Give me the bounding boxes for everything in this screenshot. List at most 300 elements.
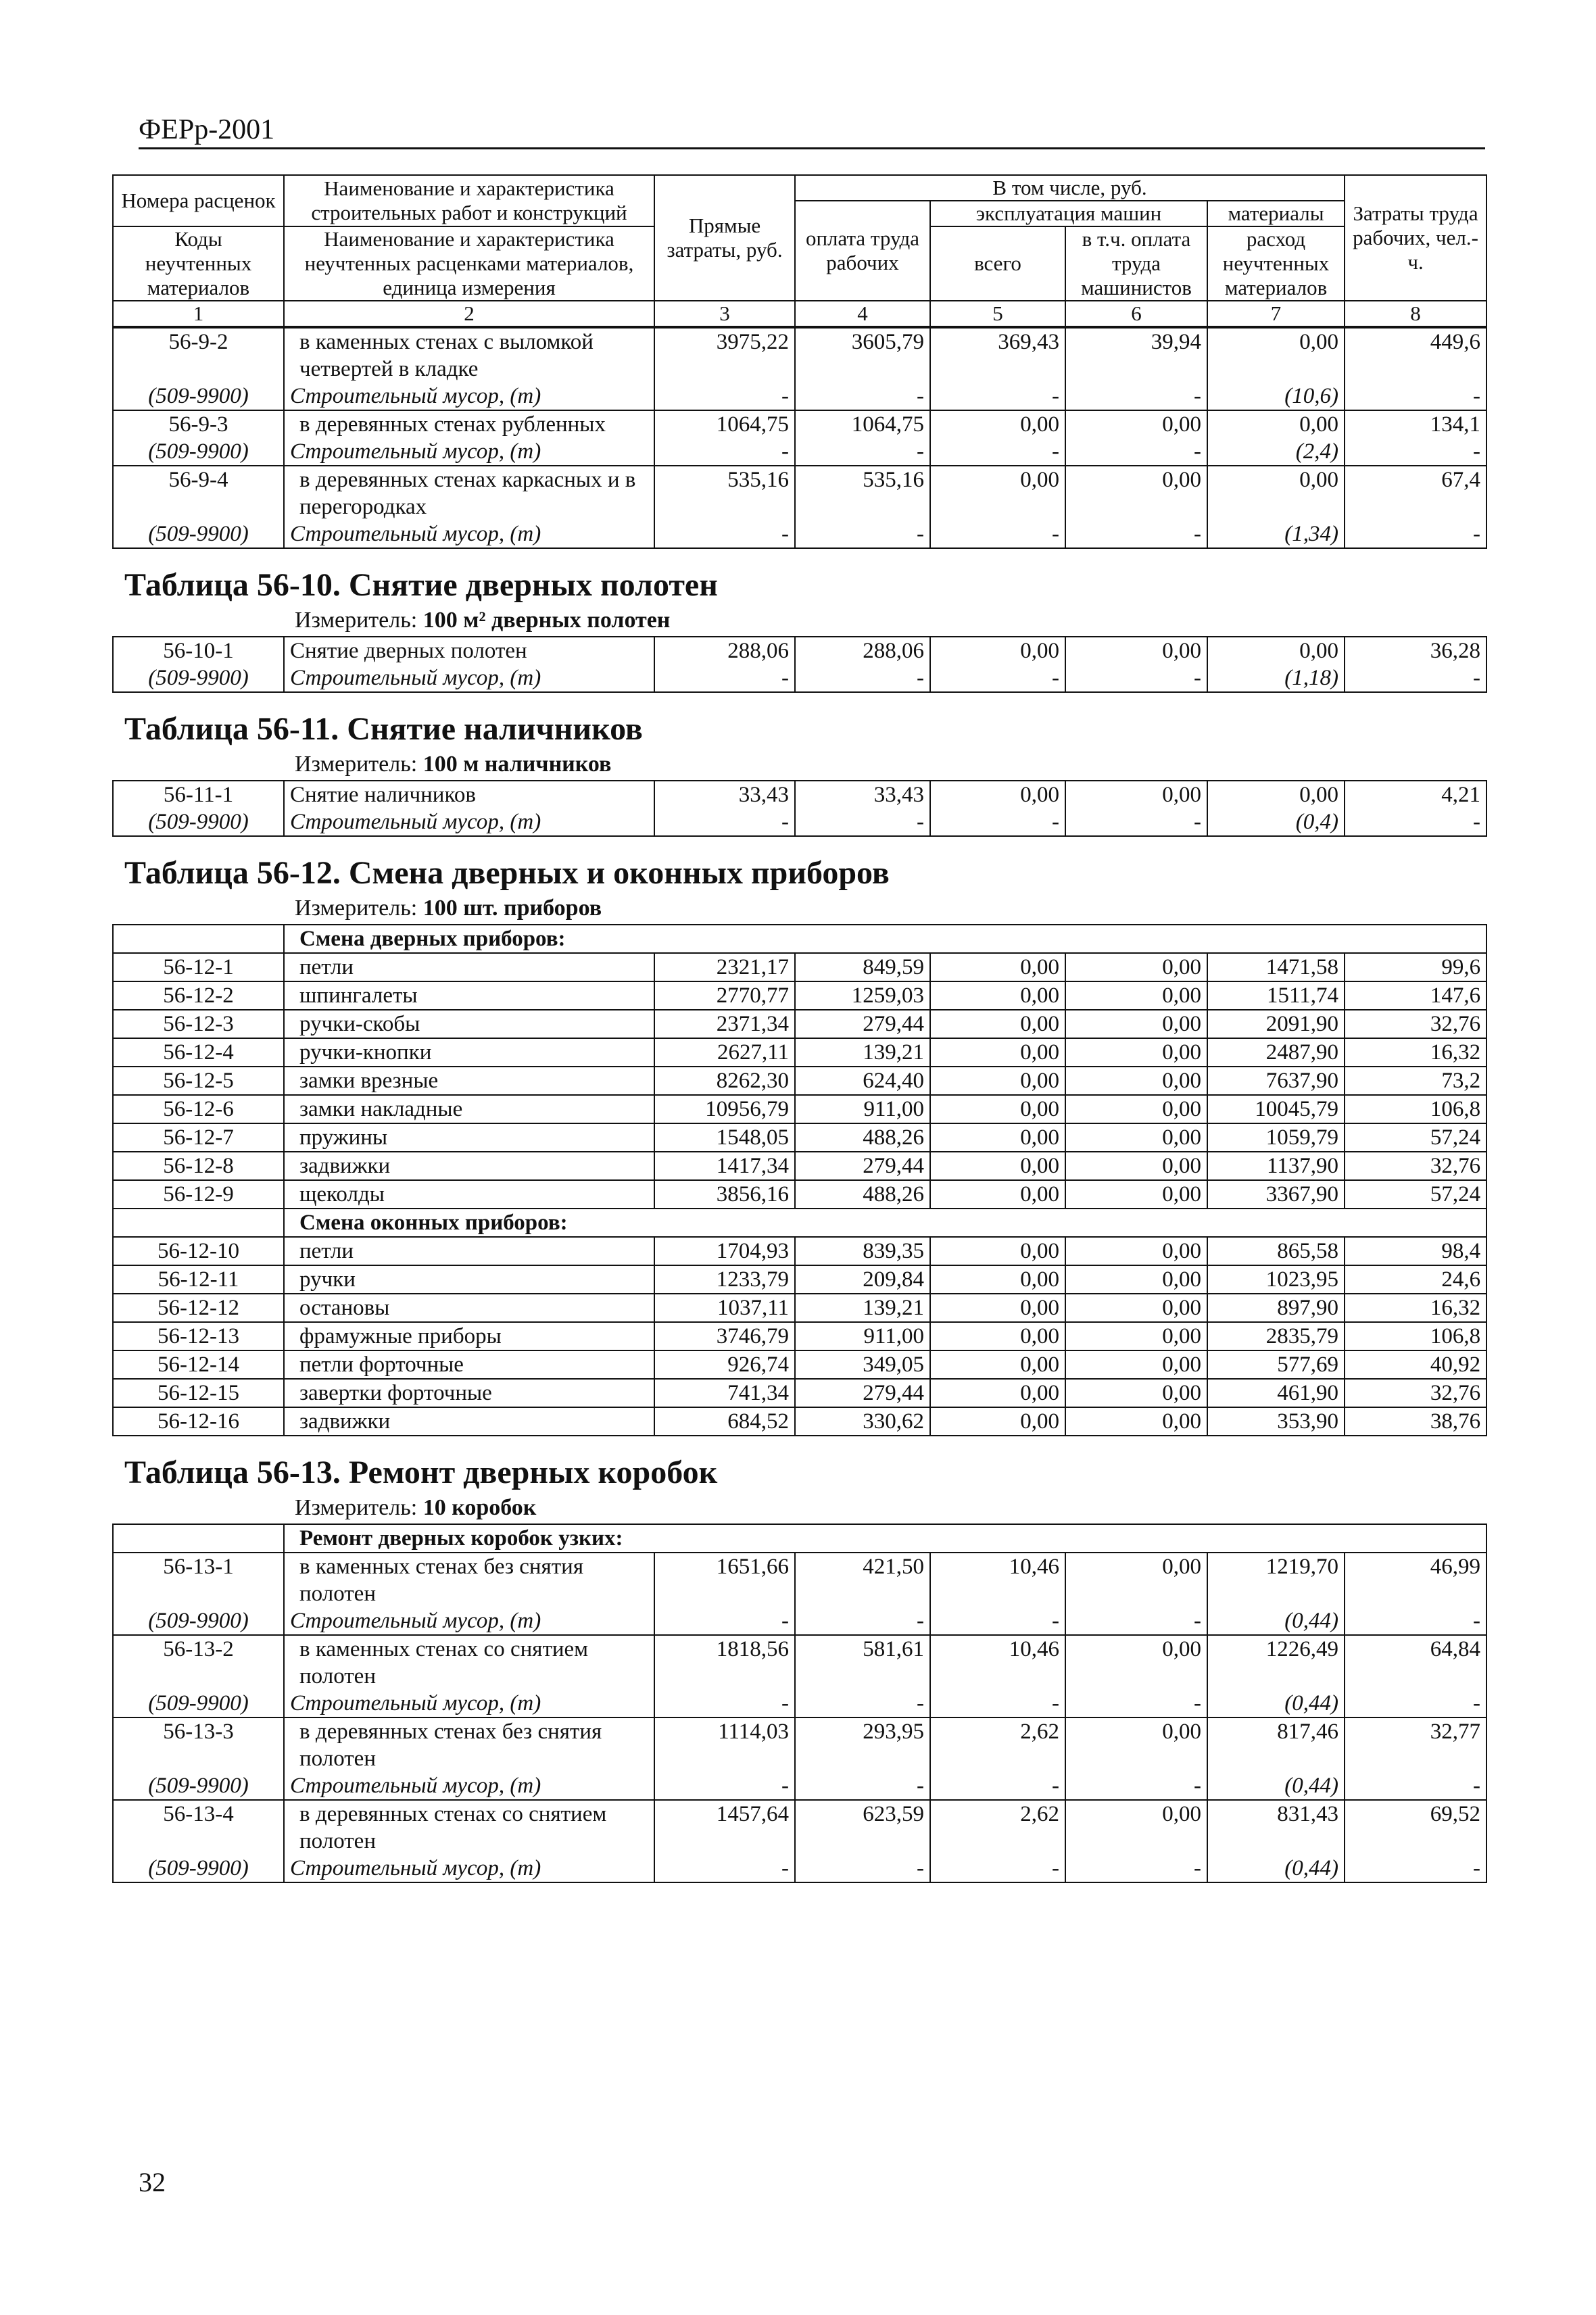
- material-value-value: (2,4): [1207, 438, 1345, 466]
- operator-pay-value: -: [1065, 664, 1207, 692]
- labor-hours-value: 98,4: [1345, 1237, 1486, 1265]
- operator-pay-value: 0,00: [1065, 1010, 1207, 1038]
- col-number: 6: [1065, 301, 1207, 326]
- labor-hours-value: 16,32: [1345, 1038, 1486, 1067]
- table-title: Таблица 56-12. Смена дверных и оконных приборов: [124, 855, 890, 891]
- material-value-value: (0,44): [1207, 1690, 1345, 1717]
- material-code: (509-9900): [113, 808, 284, 836]
- material-value-value: 865,58: [1207, 1237, 1345, 1265]
- rate-code: 56-12-11: [113, 1265, 284, 1294]
- material-row: [113, 1772, 1486, 1800]
- operator-pay-value: 0,00: [1065, 1553, 1207, 1607]
- worker-pay-value: 911,00: [795, 1095, 930, 1123]
- work-name: в деревянных стенах рубленных: [284, 410, 654, 438]
- direct-costs-value: 1704,93: [654, 1237, 795, 1265]
- rate-code: 56-12-8: [113, 1152, 284, 1180]
- machines-total-value: 10,46: [930, 1635, 1065, 1690]
- section-subheading: Ремонт дверных коробок узких:: [284, 1524, 1486, 1553]
- worker-pay-value: 623,59: [795, 1800, 930, 1855]
- material-name: Строительный мусор, (т): [284, 664, 654, 692]
- table-title: Таблица 56-13. Ремонт дверных коробок: [124, 1455, 718, 1490]
- material-name: Строительный мусор, (т): [284, 808, 654, 836]
- machines-total-value: 0,00: [930, 1350, 1065, 1379]
- material-value-value: 2835,79: [1207, 1322, 1345, 1350]
- materials-header: материалы: [1207, 201, 1345, 226]
- labor-hours-value: 16,32: [1345, 1294, 1486, 1322]
- material-code: (509-9900): [113, 1772, 284, 1800]
- col-direct-costs-header: Прямые затраты, руб.: [654, 175, 795, 301]
- labor-hours-value: 99,6: [1345, 953, 1486, 981]
- labor-hours-value: 73,2: [1345, 1067, 1486, 1095]
- material-value-value: 577,69: [1207, 1350, 1345, 1379]
- table-row: [113, 1038, 1486, 1067]
- table-row: [113, 1322, 1486, 1350]
- labor-hours-value: 106,8: [1345, 1322, 1486, 1350]
- table-row: [113, 1123, 1486, 1152]
- worker-pay-value: 421,50: [795, 1553, 930, 1607]
- labor-hours-value: 57,24: [1345, 1123, 1486, 1152]
- rate-code: 56-12-7: [113, 1123, 284, 1152]
- section-subheading: Смена дверных приборов:: [284, 925, 1486, 953]
- work-name: Снятие наличников: [284, 781, 654, 808]
- operator-pay-value: -: [1065, 808, 1207, 836]
- labor-hours-value: -: [1345, 1607, 1486, 1635]
- direct-costs-value: 535,16: [654, 466, 795, 520]
- operator-pay-value: -: [1065, 383, 1207, 410]
- worker-pay-value: -: [795, 520, 930, 548]
- material-code: (509-9900): [113, 520, 284, 548]
- labor-hours-value: 106,8: [1345, 1095, 1486, 1123]
- operator-pay-value: -: [1065, 1855, 1207, 1882]
- direct-costs-value: 1114,03: [654, 1717, 795, 1772]
- direct-costs-value: 1457,64: [654, 1800, 795, 1855]
- material-name: Строительный мусор, (т): [284, 1690, 654, 1717]
- material-value-value: 831,43: [1207, 1800, 1345, 1855]
- direct-costs-value: 1417,34: [654, 1152, 795, 1180]
- worker-pay-value: 1259,03: [795, 981, 930, 1010]
- rate-code: 56-12-6: [113, 1095, 284, 1123]
- material-row: [113, 520, 1486, 548]
- table-row: [113, 1350, 1486, 1379]
- material-value-value: 1023,95: [1207, 1265, 1345, 1294]
- machines-total-value: 0,00: [930, 1322, 1065, 1350]
- labor-hours-value: 67,4: [1345, 466, 1486, 520]
- table-row: [113, 1407, 1486, 1436]
- rate-table: [112, 636, 1487, 693]
- section-subheading: Смена оконных приборов:: [284, 1209, 1486, 1237]
- machines-total-value: -: [930, 1690, 1065, 1717]
- col-number: 2: [284, 301, 654, 326]
- rate-code: 56-12-1: [113, 953, 284, 981]
- labor-hours-value: -: [1345, 438, 1486, 466]
- material-value-value: 897,90: [1207, 1294, 1345, 1322]
- direct-costs-value: -: [654, 438, 795, 466]
- col-worker-pay-header: оплата труда рабочих: [795, 201, 930, 301]
- material-name: Строительный мусор, (т): [284, 1607, 654, 1635]
- table-row: [113, 1294, 1486, 1322]
- material-value-value: 10045,79: [1207, 1095, 1345, 1123]
- material-value-value: (0,44): [1207, 1607, 1345, 1635]
- operator-pay-value: 0,00: [1065, 1407, 1207, 1436]
- measure-label: Измеритель:: [295, 1495, 423, 1520]
- material-row: [113, 438, 1486, 466]
- worker-pay-value: -: [795, 1772, 930, 1800]
- work-name: в каменных стенах без снятия полотен: [284, 1553, 654, 1607]
- table-row: [113, 1379, 1486, 1407]
- work-name: ручки-кнопки: [284, 1038, 654, 1067]
- table-row: [113, 1095, 1486, 1123]
- direct-costs-value: 1233,79: [654, 1265, 795, 1294]
- measure-value: 10 коробок: [422, 1495, 537, 1520]
- labor-hours-value: 32,76: [1345, 1379, 1486, 1407]
- worker-pay-value: 839,35: [795, 1237, 930, 1265]
- machines-total-value: -: [930, 383, 1065, 410]
- work-name: шпингалеты: [284, 981, 654, 1010]
- worker-pay-value: 209,84: [795, 1265, 930, 1294]
- rate-code: 56-13-3: [113, 1717, 284, 1772]
- col-number: 1: [113, 301, 284, 326]
- measure-value: 100 м² дверных полотен: [422, 608, 671, 633]
- machines-total-value: 0,00: [930, 1180, 1065, 1209]
- table-row: [113, 410, 1486, 438]
- machines-total-value: -: [930, 438, 1065, 466]
- direct-costs-value: 1651,66: [654, 1553, 795, 1607]
- rate-code: 56-12-15: [113, 1379, 284, 1407]
- operator-pay-value: -: [1065, 520, 1207, 548]
- table-row: [113, 1553, 1486, 1607]
- material-value-value: 1511,74: [1207, 981, 1345, 1010]
- operator-pay-value: 0,00: [1065, 1322, 1207, 1350]
- machines-total-value: 0,00: [930, 1152, 1065, 1180]
- direct-costs-value: 741,34: [654, 1379, 795, 1407]
- machines-total-value: 0,00: [930, 1010, 1065, 1038]
- direct-costs-value: 33,43: [654, 781, 795, 808]
- machines-total-value: 0,00: [930, 981, 1065, 1010]
- labor-hours-value: -: [1345, 808, 1486, 836]
- material-value-value: 1471,58: [1207, 953, 1345, 981]
- rate-code: 56-11-1: [113, 781, 284, 808]
- operator-pay-value: 0,00: [1065, 410, 1207, 438]
- worker-pay-value: 33,43: [795, 781, 930, 808]
- subheading-row: [113, 1209, 1486, 1237]
- rate-code: 56-12-12: [113, 1294, 284, 1322]
- table-row: [113, 466, 1486, 520]
- direct-costs-value: 3975,22: [654, 328, 795, 383]
- direct-costs-value: 1037,11: [654, 1294, 795, 1322]
- subheading-row: [113, 925, 1486, 953]
- rate-code: 56-12-2: [113, 981, 284, 1010]
- labor-hours-value: 69,52: [1345, 1800, 1486, 1855]
- col-number: 3: [654, 301, 795, 326]
- operator-pay-value: -: [1065, 1690, 1207, 1717]
- labor-hours-value: 46,99: [1345, 1553, 1486, 1607]
- material-code: (509-9900): [113, 1607, 284, 1635]
- labor-hours-value: -: [1345, 520, 1486, 548]
- rate-code: 56-13-2: [113, 1635, 284, 1690]
- col-number: 5: [930, 301, 1065, 326]
- machines-total-value: 0,00: [930, 1067, 1065, 1095]
- operator-pay-value: 0,00: [1065, 781, 1207, 808]
- material-name: Строительный мусор, (т): [284, 1772, 654, 1800]
- operator-pay-value: -: [1065, 1607, 1207, 1635]
- labor-hours-value: -: [1345, 383, 1486, 410]
- work-name: замки врезные: [284, 1067, 654, 1095]
- table-title: Таблица 56-10. Снятие дверных полотен: [124, 567, 718, 603]
- worker-pay-value: -: [795, 438, 930, 466]
- machines-total-value: 0,00: [930, 953, 1065, 981]
- direct-costs-value: -: [654, 1690, 795, 1717]
- material-value-value: 1226,49: [1207, 1635, 1345, 1690]
- work-name: петли форточные: [284, 1350, 654, 1379]
- labor-hours-value: -: [1345, 1855, 1486, 1882]
- operator-pay-value: 0,00: [1065, 1635, 1207, 1690]
- operator-pay-value: -: [1065, 1772, 1207, 1800]
- table-row: [113, 1717, 1486, 1772]
- direct-costs-value: 2770,77: [654, 981, 795, 1010]
- operator-pay-value: 0,00: [1065, 981, 1207, 1010]
- work-name: в каменных стенах со снятием полотен: [284, 1635, 654, 1690]
- labor-hours-value: 147,6: [1345, 981, 1486, 1010]
- worker-pay-value: 279,44: [795, 1379, 930, 1407]
- material-row: [113, 664, 1486, 692]
- material-name: Строительный мусор, (т): [284, 1855, 654, 1882]
- table-row: [113, 637, 1486, 664]
- direct-costs-value: -: [654, 1607, 795, 1635]
- table-row: [113, 1152, 1486, 1180]
- labor-hours-value: 32,77: [1345, 1717, 1486, 1772]
- labor-hours-value: -: [1345, 1772, 1486, 1800]
- rate-code: 56-12-13: [113, 1322, 284, 1350]
- material-value-value: (0,44): [1207, 1772, 1345, 1800]
- measure-value: 100 м наличников: [422, 752, 612, 777]
- measure-value: 100 шт. приборов: [422, 896, 602, 921]
- work-name: замки накладные: [284, 1095, 654, 1123]
- material-code: (509-9900): [113, 664, 284, 692]
- material-value-value: 1219,70: [1207, 1553, 1345, 1607]
- material-value-value: 461,90: [1207, 1379, 1345, 1407]
- table-measure: [112, 752, 1486, 780]
- material-name: Строительный мусор, (т): [284, 438, 654, 466]
- direct-costs-value: 2627,11: [654, 1038, 795, 1067]
- table-row: [113, 953, 1486, 981]
- machines-total-value: 0,00: [930, 1038, 1065, 1067]
- measure-label: Измеритель:: [295, 896, 423, 921]
- direct-costs-value: 3746,79: [654, 1322, 795, 1350]
- machines-total-value: 0,00: [930, 466, 1065, 520]
- material-value-value: (1,34): [1207, 520, 1345, 548]
- worker-pay-value: -: [795, 1690, 930, 1717]
- operator-pay-value: 0,00: [1065, 953, 1207, 981]
- labor-hours-value: 24,6: [1345, 1265, 1486, 1294]
- operator-pay-value: 0,00: [1065, 1237, 1207, 1265]
- col-number: 8: [1345, 301, 1486, 326]
- operator-pay-value: 0,00: [1065, 1294, 1207, 1322]
- col-material-usage-header: расход неучтенных материалов: [1207, 226, 1345, 301]
- col-material-name-header: Наименование и характеристика неучтенных расценками материалов, единица измерения: [284, 226, 654, 301]
- rate-code: 56-12-10: [113, 1237, 284, 1265]
- worker-pay-value: 139,21: [795, 1038, 930, 1067]
- work-name: в каменных стенах с выломкой четвертей в кладке: [284, 328, 654, 383]
- rate-table: [112, 1524, 1487, 1883]
- rate-code: 56-9-4: [113, 466, 284, 520]
- worker-pay-value: 293,95: [795, 1717, 930, 1772]
- table-row: [113, 1067, 1486, 1095]
- direct-costs-value: -: [654, 808, 795, 836]
- labor-hours-value: 449,6: [1345, 328, 1486, 383]
- material-value-value: 353,90: [1207, 1407, 1345, 1436]
- operator-pay-value: 0,00: [1065, 1350, 1207, 1379]
- work-name: задвижки: [284, 1152, 654, 1180]
- direct-costs-value: 10956,79: [654, 1095, 795, 1123]
- machines-total-value: -: [930, 1607, 1065, 1635]
- material-code: (509-9900): [113, 1855, 284, 1882]
- operator-pay-value: 0,00: [1065, 1265, 1207, 1294]
- material-row: [113, 1690, 1486, 1717]
- rate-code: 56-9-2: [113, 328, 284, 383]
- machines-total-value: 2,62: [930, 1800, 1065, 1855]
- table-title: Таблица 56-11. Снятие наличников: [124, 711, 643, 747]
- rate-code: 56-12-16: [113, 1407, 284, 1436]
- labor-hours-value: 32,76: [1345, 1010, 1486, 1038]
- work-name: ручки: [284, 1265, 654, 1294]
- operator-pay-value: 0,00: [1065, 1067, 1207, 1095]
- material-value-value: 1137,90: [1207, 1152, 1345, 1180]
- direct-costs-value: 2371,34: [654, 1010, 795, 1038]
- col-rate-number-header: Номера расценок: [113, 175, 284, 226]
- machines-total-value: 0,00: [930, 1237, 1065, 1265]
- rate-code: 56-12-4: [113, 1038, 284, 1067]
- document-header: ФЕРр-2001: [139, 114, 275, 145]
- direct-costs-value: 1818,56: [654, 1635, 795, 1690]
- work-name: фрамужные приборы: [284, 1322, 654, 1350]
- material-value-value: 2091,90: [1207, 1010, 1345, 1038]
- worker-pay-value: 488,26: [795, 1180, 930, 1209]
- material-code: (509-9900): [113, 383, 284, 410]
- direct-costs-value: -: [654, 383, 795, 410]
- table-row: [113, 328, 1486, 383]
- material-value-value: (0,44): [1207, 1855, 1345, 1882]
- machines-total-value: 0,00: [930, 1123, 1065, 1152]
- rate-code: 56-10-1: [113, 637, 284, 664]
- material-row: [113, 1855, 1486, 1882]
- rate-code: 56-9-3: [113, 410, 284, 438]
- labor-hours-value: 40,92: [1345, 1350, 1486, 1379]
- material-value-value: 7637,90: [1207, 1067, 1345, 1095]
- work-name: в деревянных стенах со снятием полотен: [284, 1800, 654, 1855]
- machines-total-value: -: [930, 1772, 1065, 1800]
- operator-pay-value: 0,00: [1065, 1180, 1207, 1209]
- rate-table: [112, 327, 1487, 549]
- table-row: [113, 1237, 1486, 1265]
- table-measure: [112, 896, 1486, 924]
- machines-total-value: 369,43: [930, 328, 1065, 383]
- material-value-value: 0,00: [1207, 781, 1345, 808]
- labor-hours-value: 36,28: [1345, 637, 1486, 664]
- worker-pay-value: 3605,79: [795, 328, 930, 383]
- price-table: [112, 174, 1486, 1883]
- operator-pay-value: -: [1065, 438, 1207, 466]
- work-name: Снятие дверных полотен: [284, 637, 654, 664]
- col-machines-total-header: всего: [930, 226, 1065, 301]
- work-name: петли: [284, 953, 654, 981]
- worker-pay-value: 279,44: [795, 1010, 930, 1038]
- material-value-value: (10,6): [1207, 383, 1345, 410]
- direct-costs-value: -: [654, 664, 795, 692]
- rate-table: [112, 780, 1487, 837]
- operator-pay-value: 0,00: [1065, 466, 1207, 520]
- worker-pay-value: 279,44: [795, 1152, 930, 1180]
- worker-pay-value: 581,61: [795, 1635, 930, 1690]
- operator-pay-value: 0,00: [1065, 1717, 1207, 1772]
- table-row: [113, 1265, 1486, 1294]
- direct-costs-value: 926,74: [654, 1350, 795, 1379]
- header-rule: [139, 147, 1485, 149]
- rate-code: 56-12-3: [113, 1010, 284, 1038]
- machines-header: эксплуатация машин: [930, 201, 1207, 226]
- direct-costs-value: 1548,05: [654, 1123, 795, 1152]
- operator-pay-value: 0,00: [1065, 637, 1207, 664]
- worker-pay-value: 488,26: [795, 1123, 930, 1152]
- col-labor-hours-header: Затраты труда рабочих, чел.-ч.: [1345, 175, 1486, 301]
- rate-code: 56-12-5: [113, 1067, 284, 1095]
- material-value-value: 3367,90: [1207, 1180, 1345, 1209]
- blank-cell: [113, 1524, 284, 1553]
- machines-total-value: 2,62: [930, 1717, 1065, 1772]
- machines-total-value: 0,00: [930, 1265, 1065, 1294]
- col-operator-pay-header: в т.ч. оплата труда машинистов: [1065, 226, 1207, 301]
- table-row: [113, 981, 1486, 1010]
- worker-pay-value: 330,62: [795, 1407, 930, 1436]
- labor-hours-value: 4,21: [1345, 781, 1486, 808]
- operator-pay-value: 0,00: [1065, 1379, 1207, 1407]
- material-value-value: 0,00: [1207, 466, 1345, 520]
- operator-pay-value: 0,00: [1065, 1152, 1207, 1180]
- worker-pay-value: 849,59: [795, 953, 930, 981]
- material-row: [113, 808, 1486, 836]
- work-name: в деревянных стенах без снятия полотен: [284, 1717, 654, 1772]
- machines-total-value: -: [930, 664, 1065, 692]
- material-row: [113, 1607, 1486, 1635]
- labor-hours-value: 32,76: [1345, 1152, 1486, 1180]
- table-row: [113, 1180, 1486, 1209]
- group-header: В том числе, руб.: [795, 175, 1345, 201]
- work-name: задвижки: [284, 1407, 654, 1436]
- material-value-value: 0,00: [1207, 637, 1345, 664]
- machines-total-value: 0,00: [930, 1379, 1065, 1407]
- worker-pay-value: -: [795, 1607, 930, 1635]
- machines-total-value: 0,00: [930, 781, 1065, 808]
- col-work-name-header: Наименование и характеристика строительных работ и конструкций: [284, 175, 654, 226]
- labor-hours-value: -: [1345, 664, 1486, 692]
- labor-hours-value: 134,1: [1345, 410, 1486, 438]
- operator-pay-value: 39,94: [1065, 328, 1207, 383]
- measure-label: Измеритель:: [295, 608, 423, 633]
- work-name: щеколды: [284, 1180, 654, 1209]
- worker-pay-value: 349,05: [795, 1350, 930, 1379]
- worker-pay-value: 624,40: [795, 1067, 930, 1095]
- direct-costs-value: 1064,75: [654, 410, 795, 438]
- rate-code: 56-12-14: [113, 1350, 284, 1379]
- direct-costs-value: 3856,16: [654, 1180, 795, 1209]
- table-row: [113, 1635, 1486, 1690]
- machines-total-value: 0,00: [930, 637, 1065, 664]
- direct-costs-value: 684,52: [654, 1407, 795, 1436]
- blank-cell: [113, 1209, 284, 1237]
- labor-hours-value: 38,76: [1345, 1407, 1486, 1436]
- rate-code: 56-13-4: [113, 1800, 284, 1855]
- labor-hours-value: 64,84: [1345, 1635, 1486, 1690]
- worker-pay-value: 288,06: [795, 637, 930, 664]
